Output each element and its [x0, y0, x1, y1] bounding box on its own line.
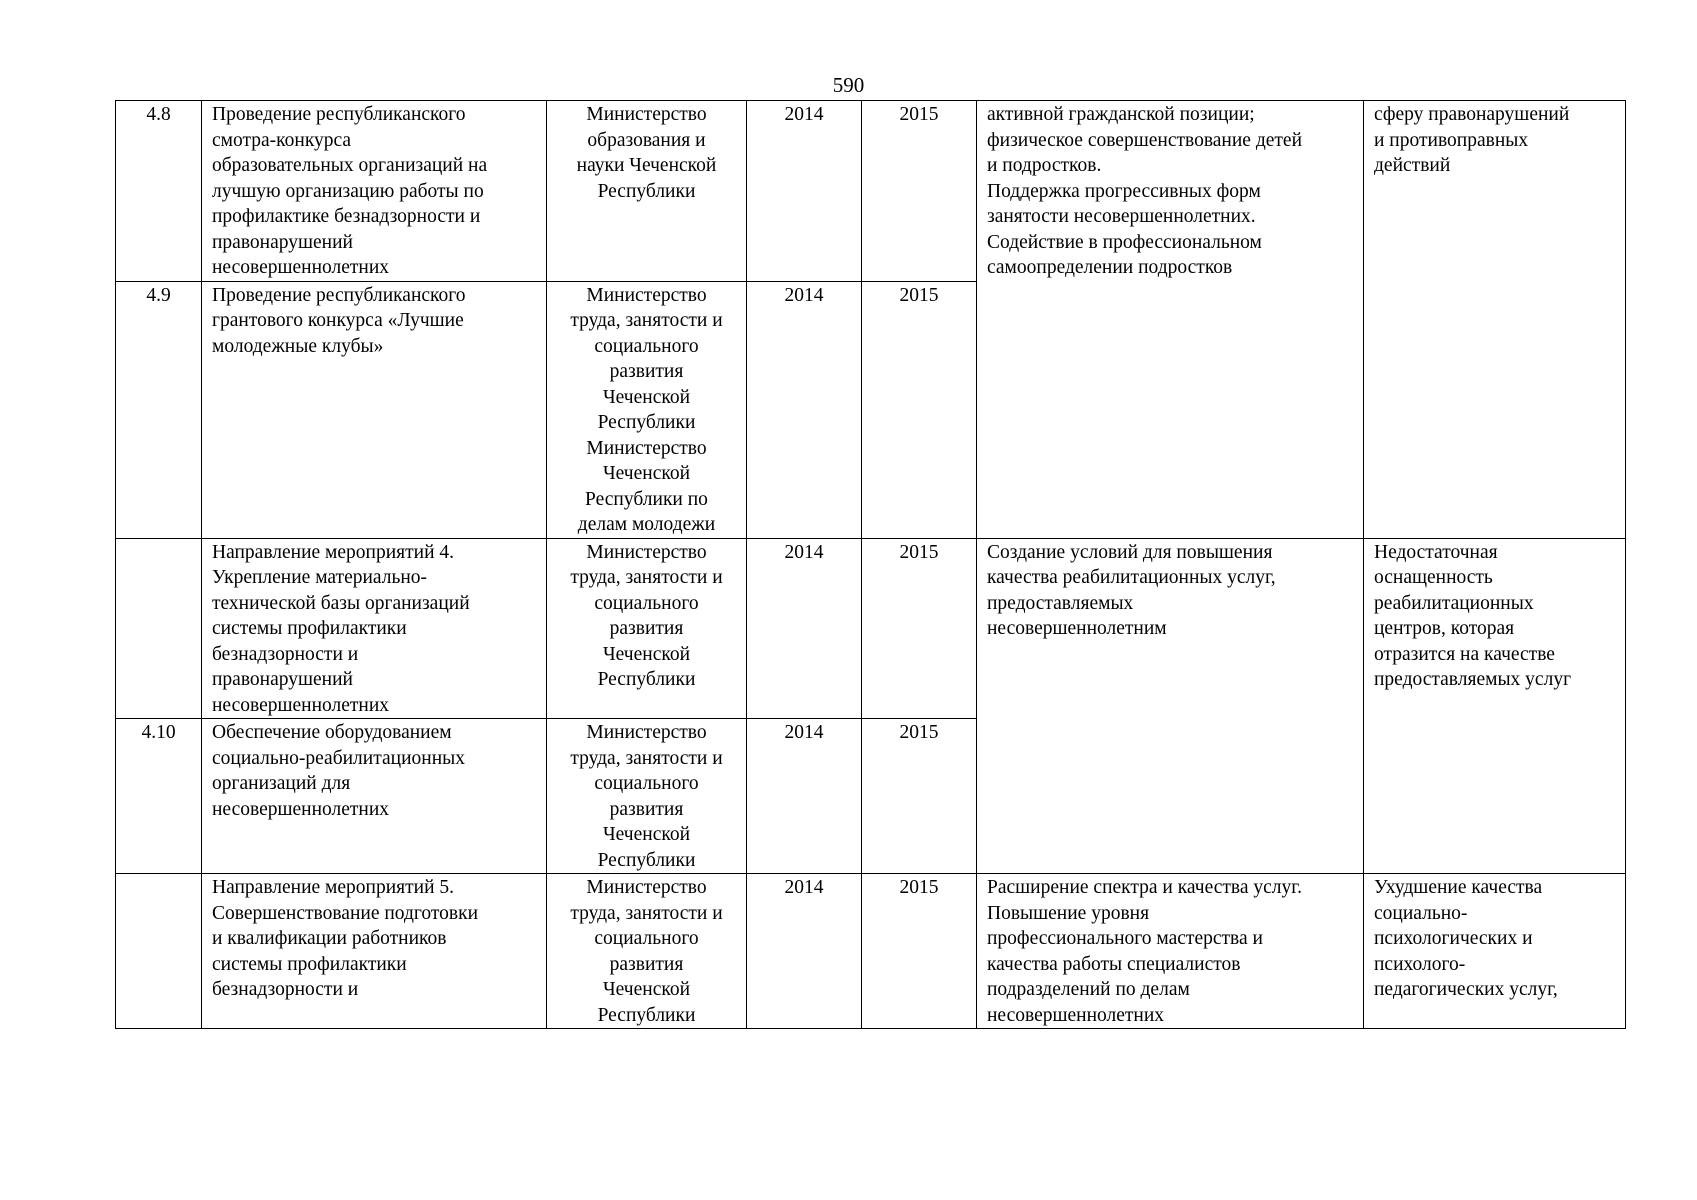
cell-text-line: предоставляемых	[987, 592, 1134, 614]
cell-text-line: социального	[594, 335, 699, 357]
cell-text-line: Чеченской	[602, 643, 691, 665]
cell-text-line: безнадзорности и	[212, 643, 359, 665]
cell-text-line: и квалификации работников	[212, 928, 447, 949]
start-year-cell: 2014	[747, 101, 862, 282]
cell-text-line: социально-реабилитационных	[212, 747, 465, 769]
cell-text-line: делам молодежи	[577, 514, 716, 535]
responsible-org-cell	[547, 719, 747, 874]
cell-text-line: Содействие в профессиональном	[987, 231, 1262, 253]
cell-text-line: профилактике безнадзорности и	[212, 206, 481, 227]
cell-text-line: Поддержка прогрессивных форм	[987, 180, 1261, 202]
cell-text-line: Министерство	[586, 104, 707, 125]
cell-text-line: правонарушений	[212, 669, 353, 690]
activity-cell	[202, 538, 547, 719]
cell-text-line: несовершеннолетних	[212, 694, 390, 716]
activity-cell	[202, 719, 547, 874]
cell-text-line: Чеченской	[602, 386, 691, 408]
cell-text-line: Направление мероприятий 4.	[212, 541, 455, 563]
risk-cell	[1364, 101, 1626, 539]
cell-text-line: социально-	[1374, 902, 1468, 924]
cell-text-line: реабилитационных	[1374, 592, 1534, 614]
cell-text-line: Министерство	[586, 541, 707, 563]
end-year-cell: 2015	[862, 538, 977, 719]
cell-text-line: несовершеннолетних	[987, 1004, 1165, 1026]
start-year-cell: 2014	[747, 719, 862, 874]
start-year-cell: 2014	[747, 281, 862, 538]
cell-text-line: Направление мероприятий 5.	[212, 877, 455, 898]
end-year-cell: 2015	[862, 874, 977, 1029]
cell-text-line: качества работы специалистов	[987, 953, 1241, 975]
responsible-org-cell	[547, 874, 747, 1029]
cell-text-line: Повышение уровня	[987, 902, 1150, 924]
cell-text-line: Республики	[597, 180, 696, 202]
cell-text-line: Чеченской	[602, 824, 691, 845]
cell-text-line: грантового конкурса «Лучшие	[212, 310, 464, 331]
expected-result-cell	[977, 538, 1364, 874]
cell-text-line: Укрепление материально-	[212, 567, 428, 588]
cell-text-line: психолого-	[1374, 953, 1466, 975]
cell-text-line: Республики по	[585, 488, 708, 510]
cell-text-line: системы профилактики	[212, 953, 407, 975]
cell-text-line: Чеченской	[602, 463, 691, 484]
start-year-cell: 2014	[747, 538, 862, 719]
cell-text-line: Создание условий для повышения	[987, 541, 1273, 563]
cell-text-line: качества реабилитационных услуг,	[987, 567, 1276, 588]
cell-text-line: оснащенность	[1374, 567, 1493, 588]
cell-text-line: подразделений по делам	[987, 979, 1190, 1000]
cell-text-line: несовершеннолетних	[212, 257, 390, 278]
row-number	[116, 538, 202, 719]
cell-text-line: Республики	[597, 849, 696, 871]
cell-text-line: активной гражданской позиции;	[987, 104, 1255, 125]
table-row	[116, 874, 1626, 1029]
cell-text-line: и подростков.	[987, 155, 1102, 176]
cell-text-line: Расширение спектра и качества услуг.	[987, 877, 1302, 898]
cell-text-line: и противоправных	[1374, 129, 1529, 151]
expected-result-cell	[977, 874, 1364, 1029]
cell-text-line: социального	[594, 592, 699, 614]
cell-text-line: психологических и	[1374, 928, 1533, 949]
cell-text-line: Республики	[597, 669, 696, 690]
risk-cell	[1364, 874, 1626, 1029]
activity-cell	[202, 281, 547, 538]
cell-text-line: сферу правонарушений	[1374, 104, 1570, 125]
cell-text-line: Министерство	[586, 722, 707, 743]
cell-text-line: Республики	[597, 1004, 696, 1026]
cell-text-line: несовершеннолетних	[212, 798, 390, 820]
responsible-org-cell	[547, 281, 747, 538]
cell-text-line: лучшую организацию работы по	[212, 180, 484, 202]
cell-text-line: Ухудшение качества	[1374, 877, 1543, 898]
cell-text-line: труда, занятости и	[570, 902, 723, 924]
activity-cell	[202, 101, 547, 282]
cell-text-line: профессионального мастерства и	[987, 928, 1263, 949]
cell-text-line: труда, занятости и	[570, 310, 723, 331]
cell-text-line: Совершенствование подготовки	[212, 902, 479, 924]
cell-text-line: Недостаточная	[1374, 541, 1498, 563]
cell-text-line: физическое совершенствование детей	[987, 129, 1303, 151]
end-year-cell: 2015	[862, 719, 977, 874]
end-year-cell: 2015	[862, 281, 977, 538]
cell-text-line: Проведение республиканского	[212, 104, 466, 125]
activity-cell	[202, 874, 547, 1029]
cell-text-line: смотра-конкурса	[212, 129, 352, 151]
cell-text-line: образования и	[587, 129, 706, 151]
table-row	[116, 101, 1626, 282]
risk-cell	[1364, 538, 1626, 874]
cell-text-line: несовершеннолетним	[987, 618, 1167, 639]
cell-text-line: развития	[609, 361, 684, 382]
cell-text-line: социального	[594, 773, 699, 794]
cell-text-line: системы профилактики	[212, 618, 407, 639]
cell-text-line: самоопределении подростков	[987, 257, 1233, 278]
cell-text-line: педагогических услуг,	[1374, 979, 1558, 1000]
cell-text-line: занятости несовершеннолетних.	[987, 206, 1256, 227]
cell-text-line: Обеспечение оборудованием	[212, 722, 452, 743]
responsible-org-cell	[547, 101, 747, 282]
page-number: 590	[832, 73, 865, 97]
cell-text-line: развития	[609, 618, 684, 639]
measures-table	[115, 100, 1626, 1029]
cell-text-line: центров, которая	[1374, 618, 1515, 639]
cell-text-line: организаций для	[212, 773, 351, 794]
cell-text-line: Министерство	[586, 437, 707, 459]
responsible-org-cell	[547, 538, 747, 719]
cell-text-line: предоставляемых услуг	[1374, 669, 1572, 690]
cell-text-line: развития	[609, 798, 684, 820]
cell-text-line: безнадзорности и	[212, 979, 359, 1000]
row-number	[116, 874, 202, 1029]
start-year-cell: 2014	[747, 874, 862, 1029]
cell-text-line: действий	[1374, 155, 1451, 176]
cell-text-line: социального	[594, 928, 699, 949]
cell-text-line: развития	[609, 953, 684, 975]
row-number: 4.9	[116, 281, 202, 538]
cell-text-line: технической базы организаций	[212, 592, 470, 614]
cell-text-line: Проведение республиканского	[212, 284, 466, 306]
cell-text-line: правонарушений	[212, 231, 353, 253]
end-year-cell: 2015	[862, 101, 977, 282]
row-number: 4.10	[116, 719, 202, 874]
cell-text-line: труда, занятости и	[570, 747, 723, 769]
cell-text-line: Чеченской	[602, 979, 691, 1000]
cell-text-line: Министерство	[586, 284, 707, 306]
table-row	[116, 538, 1626, 719]
row-number: 4.8	[116, 101, 202, 282]
cell-text-line: молодежные клубы»	[212, 335, 384, 357]
cell-text-line: Министерство	[586, 877, 707, 898]
cell-text-line: труда, занятости и	[570, 567, 723, 588]
cell-text-line: отразится на качестве	[1374, 643, 1555, 665]
expected-result-cell	[977, 101, 1364, 539]
cell-text-line: Республики	[597, 412, 696, 433]
cell-text-line: образовательных организаций на	[212, 155, 488, 176]
cell-text-line: науки Чеченской	[576, 155, 717, 176]
